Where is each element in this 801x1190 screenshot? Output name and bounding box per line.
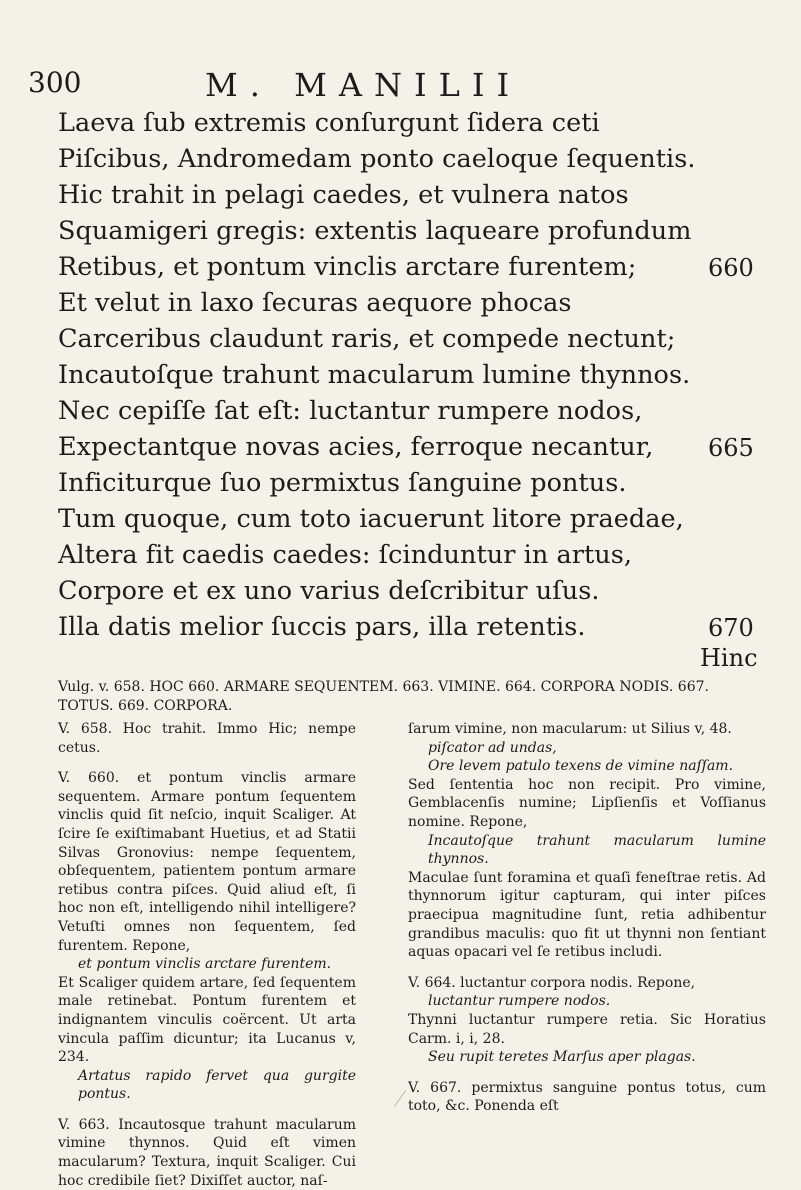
line-number: 670: [708, 614, 754, 642]
note-quote-text: Ore levem patulo texens de vimine naſſam.: [428, 758, 734, 775]
note-paragraph: V. 664. luctantur corpora nodis. Repone,: [408, 974, 696, 991]
verse-text: Incautoſque trahunt macularum lumine thynnos.: [58, 360, 691, 390]
verse-line: [58, 540, 632, 570]
verse-text: Tum quoque, cum toto iacuerunt litore praedae,: [58, 504, 684, 534]
notes-right-column: [408, 720, 766, 1116]
verse-text: Piſcibus, Andromedam ponto caeloque ſequentis.: [58, 144, 696, 174]
verse-line: [58, 108, 600, 138]
note-paragraph: ſarum vimine, non macularum: ut Silius v, 48.: [408, 721, 732, 737]
verse-text: Carceribus claudunt raris, et compede nectunt;: [58, 324, 676, 354]
page-number: 300: [28, 66, 82, 99]
verse-text: Et velut in laxo ſecuras aequore phocas: [58, 288, 572, 318]
verse-line: [58, 504, 684, 534]
verse-text: Laeva ſub extremis conſurgunt ſidera ceti: [58, 108, 600, 138]
note-quote: [408, 992, 766, 1011]
verse-line: [58, 216, 691, 246]
note-paragraph: V. 663. Incautosque trahunt macularum vimine thynnos. Quid eſt vimen macularum? Textura, inquit Scaliger. Cui hoc credibile ſiet? Dixiſſet auctor, naſ-: [58, 1116, 356, 1189]
note-paragraph: Sed ſententia hoc non recipit. Pro vimine, Gemblacenſis numine; Lipſienſis et Voſſianus nomine. Repone,: [408, 776, 766, 830]
line-number: 660: [708, 254, 754, 282]
note-quote: [58, 955, 356, 974]
note-quote-text: Incautoſque trahunt macularum lumine thynnos.: [428, 832, 766, 868]
variant-readings: Vulg. v. 658. HOC 660. ARMARE SEQUENTEM. 663. VIMINE. 664. CORPORA NODIS. 667. TOTUS. 669. CORPORA.: [58, 679, 709, 714]
note-quote-text: et pontum vinclis arctare furentem.: [78, 956, 332, 973]
catchword: Hinc: [700, 644, 758, 672]
verse-line: [58, 576, 600, 606]
note-paragraph: Thynni luctantur rumpere retia. Sic Horatius Carm. i, i, 28.: [408, 1011, 766, 1047]
verse-line: [58, 252, 636, 282]
verse-text: Squamigeri gregis: extentis laqueare profundum: [58, 216, 692, 246]
verse-text: Altera fit caedis caedes: ſcinduntur in artus,: [58, 540, 633, 570]
note-paragraph: Maculae ſunt foramina et quaſi feneſtrae retis. Ad thynnorum igitur capturam, qui inter piſces praecipua magnitudine ſunt, retia adhibentur grandibus maculis: quo fit ut thynni non ſentiant aquas opacari vel ſe retibus includi.: [408, 869, 766, 961]
note-quote: [58, 1067, 356, 1104]
verse-line: [58, 360, 690, 390]
verse-line: [58, 180, 629, 210]
note-quote-text: Seu rupit teretes Marſus aper plagas.: [428, 1049, 696, 1066]
note-paragraph: V. 660. et pontum vinclis armare sequentem. Armare pontum ſequentem vinclis quid ſit neſcio, inquit Scaliger. At ſcire ſe exiſtimabant Huetius, et ad Statii Silvas Gronovius: nempe ſequentem, obſequentem, patientem pontum armare retibus contra piſces. Quid aliud eſt, ſi hoc non eſt, intelligendo nihil intelligere? Vetuſti omnes non ſequentem, ſed furentem. Repone,: [58, 770, 356, 954]
running-head: M. MANILII: [205, 66, 522, 104]
note-quote-text: piſcator ad undas,: [428, 739, 557, 756]
verse-line: [58, 144, 696, 174]
verse-text: Hic trahit in pelagi caedes, et vulnera natos: [58, 180, 629, 210]
verse-text: Corpore et ex uno varius deſcribitur uſus.: [58, 576, 600, 606]
verse-text: Nec cepiſſe ſat eſt: luctantur rumpere nodos,: [58, 396, 643, 426]
verse-text: Expectantque novas acies, ferroque necantur,: [58, 432, 654, 462]
notes-left-column: [58, 720, 356, 1190]
verse-text: Inficiturque ſuo permixtus ſanguine pontus.: [58, 468, 627, 498]
line-number: 665: [708, 434, 754, 462]
verse-line: [58, 396, 642, 426]
verse-text: Illa datis melior ſuccis pars, illa retentis.: [58, 612, 586, 642]
note-quote: [408, 739, 766, 758]
paper-mark: [394, 1090, 406, 1107]
note-paragraph: V. 658. Hoc trahit. Immo Hic; nempe cetus.: [58, 721, 356, 756]
verse-text: Retibus, et pontum vinclis arctare furentem;: [58, 252, 637, 282]
note-quote-text: Artatus rapido fervet qua gurgite pontus.: [78, 1067, 356, 1103]
verse-line: [58, 432, 653, 462]
note-quote-text: luctantur rumpere nodos.: [428, 993, 611, 1010]
note-paragraph: V. 667. permixtus sanguine pontus totus, cum toto, &c. Ponenda eſt: [408, 1079, 766, 1115]
verse-line: [58, 324, 675, 354]
verse-line: [58, 612, 586, 642]
note-quote: [408, 832, 766, 869]
verse-line: [58, 468, 627, 498]
note-quote: [408, 1048, 766, 1067]
note-quote: [408, 757, 766, 776]
note-paragraph: Et Scaliger quidem artare, ſed ſequentem male retinebat. Pontum furentem et indignantem vinculis coërcent. Ut arta vincula paſſim dicuntur; ita Lucanus v, 234.: [58, 974, 356, 1066]
verse-line: [58, 288, 572, 318]
